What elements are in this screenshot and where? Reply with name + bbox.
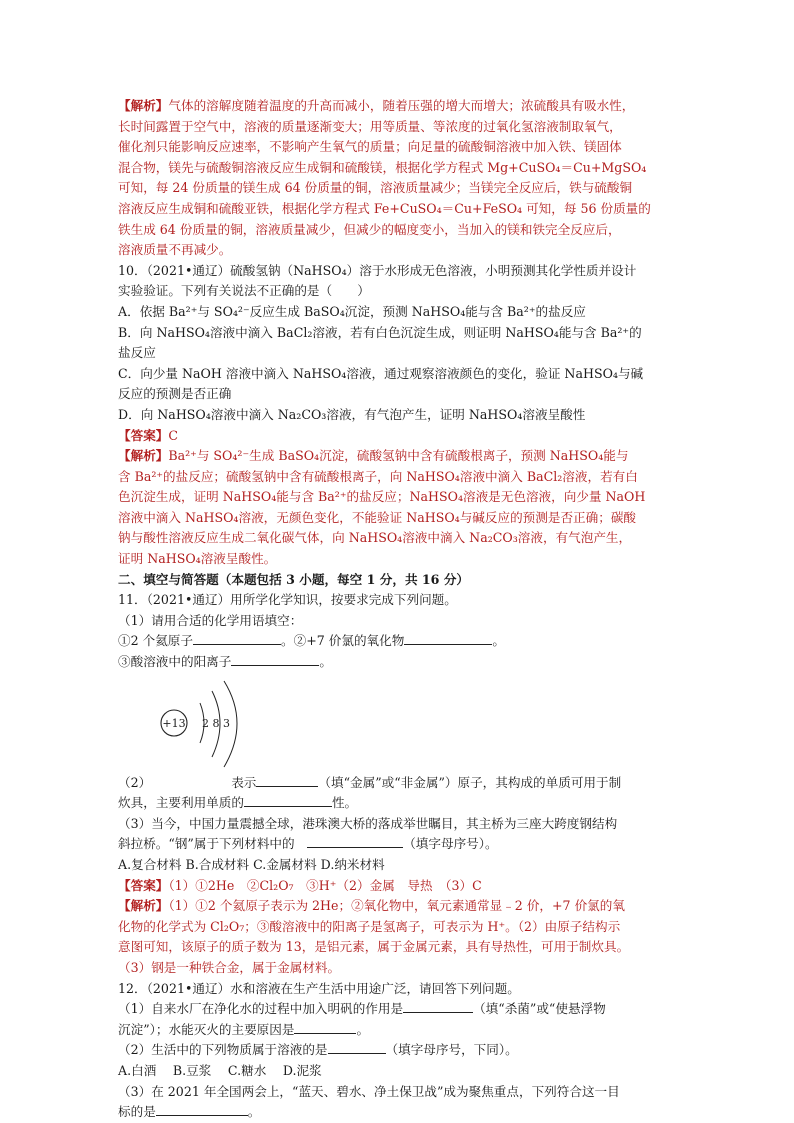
option-c-cont: 反应的预测是否正确 <box>118 386 232 402</box>
analysis-line: 可知，每 24 份质量的镁生成 64 份质量的铜，溶液质量减少；当镁完全反应后，铁与硫酸铜 <box>118 180 633 196</box>
answer-blank[interactable] <box>193 632 281 645</box>
q11-part3-cont: 斜拉桥。“钢”属于下列材料中的 （填字母序号）。 <box>118 836 498 852</box>
answer-line: 【答案】（1）①2He ②Cl₂O₇ ③H⁺（2）金属 导热 （3）C <box>118 877 482 893</box>
analysis-line: 意图可知，该原子的质子数为 13，是铝元素，属于金属元素，具有导热性，可用于制炊具。 <box>118 939 630 955</box>
answer-blank[interactable] <box>307 835 403 848</box>
q12-part1: （1）自来水厂在净化水的过程中加入明矾的作用是 （填“杀菌”或“使悬浮物 <box>118 1001 606 1017</box>
q11-part2-cont: 炊具，主要利用单质的 性。 <box>118 795 358 811</box>
atom-structure-svg <box>152 673 262 773</box>
option-b: B．向 NaHSO₄溶液中滴入 BaCl₂溶液，若有白色沉淀生成，则证明 NaHSO₄能与含 Ba²⁺的 <box>118 324 642 340</box>
q11-part1-ab: ①2 个氦原子 。②+7 价氯的氧化物 。 <box>118 633 505 649</box>
analysis-line: 混合物，镁先与硫酸铜溶液反应生成铜和硫酸镁，根据化学方程式 Mg+CuSO₄＝Cu+MgSO₄ <box>118 159 647 175</box>
question-11-stem: 11．（2021•通辽）用所学化学知识，按要求完成下列问题。 <box>118 592 457 608</box>
analysis-line: 铁生成 64 份质量的铜，溶液质量减少，但减少的幅度变小，当加入的镁和铁完全反应后， <box>118 221 621 237</box>
q12-part2: （2）生活中的下列物质属于溶液的是 （填字母序号，下同）。 <box>118 1042 518 1058</box>
answer-line: 【答案】C <box>118 427 179 443</box>
analysis-line: 化物的化学式为 Cl₂O₇；③酸溶液中的阳离子是氢离子，可表示为 H⁺。（2）由原子结构示 <box>118 918 621 934</box>
q11-part1: （1）请用合适的化学用语填空： <box>118 612 303 628</box>
document-page <box>118 96 688 1123</box>
q12-part2-options: A.白酒 B.豆浆 C.糖水 D.泥浆 <box>118 1062 322 1078</box>
option-a: A．依据 Ba²⁺与 SO₄²⁻反应生成 BaSO₄沉淀，预测 NaHSO₄能与含 Ba²⁺的盐反应 <box>118 303 586 319</box>
answer-tag: 【答案】 <box>118 877 169 893</box>
answer-blank[interactable] <box>403 1000 473 1013</box>
question-10-stem: 实验验证。下列有关说法不正确的是（ ） <box>118 283 370 299</box>
answer-blank[interactable] <box>294 1021 356 1034</box>
option-b-cont: 盐反应 <box>118 345 156 361</box>
analysis-line: 含 Ba²⁺的盐反应；硫酸氢钠中含有硫酸根离子，向 NaHSO₄溶液中滴入 BaCl₂溶液，若有白 <box>118 468 638 484</box>
analysis-line: 【解析】气体的溶解度随着温度的升高而减小，随着压强的增大而增大；浓硫酸具有吸水性， <box>118 98 635 113</box>
q12-part3-cont: 标的是 。 <box>118 1104 261 1120</box>
analysis-line: 证明 NaHSO₄溶液呈酸性。 <box>118 551 277 567</box>
analysis-tag: 【解析】 <box>118 898 169 914</box>
analysis-line: 钠与酸性溶液反应生成二氧化碳气体，向 NaHSO₄溶液中滴入 Na₂CO₃溶液，有气泡产生， <box>118 530 632 546</box>
analysis-tag: 【解析】 <box>118 448 169 464</box>
q11-part1-c: ③酸溶液中的阳离子 。 <box>118 654 332 670</box>
question-10-stem: 10．（2021•通辽）硫酸氢钠（NaHSO₄）溶于水形成无色溶液，小明预测其化学性质并设计 <box>118 262 637 278</box>
answer-blank[interactable] <box>156 1103 248 1116</box>
nucleus-charge: +13 <box>162 716 186 730</box>
analysis-line: 溶液质量不再减少。 <box>118 242 232 258</box>
answer-blank[interactable] <box>231 653 319 666</box>
analysis-line: （3）钢是一种铁合金，属于金属材料。 <box>118 959 341 975</box>
answer-blank[interactable] <box>256 774 318 787</box>
electron-count: 2 8 3 <box>202 716 230 730</box>
atom-structure-diagram <box>118 673 418 773</box>
analysis-tag: 【解析】 <box>118 98 169 113</box>
answer-blank[interactable] <box>404 632 492 645</box>
section-title: 二、填空与简答题（本题包括 3 小题，每空 1 分，共 16 分） <box>118 571 470 587</box>
analysis-line: 【解析】（1）①2 个氦原子表示为 2He；②氧化物中，氧元素通常显﹣2 价，+7 价氯的氧 <box>118 898 625 914</box>
option-c: C．向少量 NaOH 溶液中滴入 NaHSO₄溶液，通过观察溶液颜色的变化，验证 NaHSO₄与碱 <box>118 365 644 381</box>
analysis-line: 溶液反应生成铜和硫酸亚铁，根据化学方程式 Fe+CuSO₄＝Cu+FeSO₄ 可知，每 56 份质量的 <box>118 200 651 216</box>
analysis-line: 催化剂只能影响反应速率，不影响产生氧气的质量；向足量的硫酸铜溶液中加入铁、镁固体 <box>118 139 622 155</box>
answer-tag: 【答案】 <box>118 427 169 443</box>
q11-part2: （2） 表示 （填“金属”或“非金属”）原子，其构成的单质可用于制 <box>118 774 622 790</box>
analysis-line: 溶液中滴入 NaHSO₄溶液，无颜色变化，不能验证 NaHSO₄与碱反应的预测是否正确；碳酸 <box>118 509 637 525</box>
q11-part3: （3）当今，中国力量震撼全球，港珠澳大桥的落成举世瞩目，其主桥为三座大跨度钢结构 <box>118 815 618 831</box>
option-d: D．向 NaHSO₄溶液中滴入 Na₂CO₃溶液，有气泡产生，证明 NaHSO₄溶液呈酸性 <box>118 406 586 422</box>
answer-blank[interactable] <box>328 1041 386 1054</box>
question-12-stem: 12．（2021•通辽）水和溶液在生产生活中用途广泛，请回答下列问题。 <box>118 980 520 996</box>
q12-part3: （3）在 2021 年全国两会上，“蓝天、碧水、净土保卫战”成为聚焦重点，下列符合这一目 <box>118 1083 620 1099</box>
answer-blank[interactable] <box>244 794 332 807</box>
analysis-line: 【解析】Ba²⁺与 SO₄²⁻生成 BaSO₄沉淀，硫酸氢钠中含有硫酸根离子，预测 NaHSO₄能与 <box>118 448 629 464</box>
q12-part1-cont: 沉淀”）；水能灭火的主要原因是 。 <box>118 1021 370 1037</box>
analysis-line: 色沉淀生成，证明 NaHSO₄能与含 Ba²⁺的盐反应；NaHSO₄溶液是无色溶液，向少量 NaOH <box>118 489 646 505</box>
q11-materials: A.复合材料 B.合成材料 C.金属材料 D.纳米材料 <box>118 857 385 872</box>
analysis-line: 长时间露置于空气中，溶液的质量逐渐变大；用等质量、等浓度的过氧化氢溶液制取氧气， <box>118 118 622 134</box>
